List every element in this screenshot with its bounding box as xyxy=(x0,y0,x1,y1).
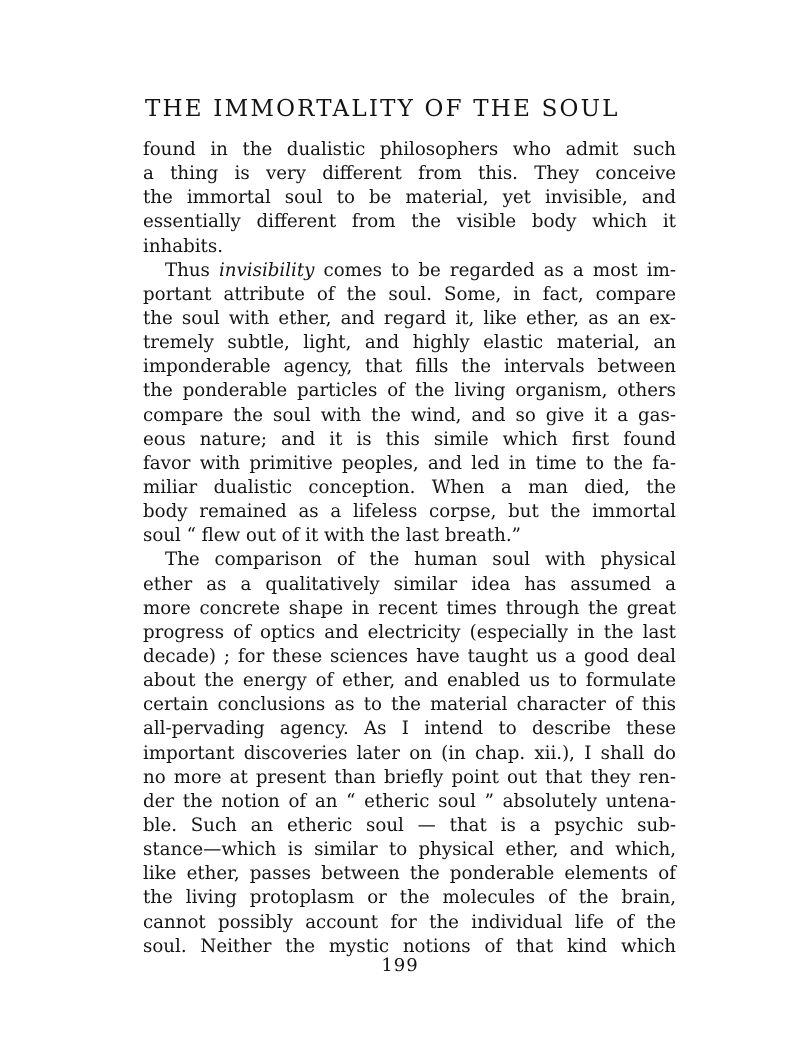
text-line: cannot possibly account for the individual life of the xyxy=(143,911,676,933)
text-line: portant attribute of the soul. Some, in fact, compare xyxy=(143,283,676,305)
text-line: body remained as a lifeless corpse, but the immortal xyxy=(143,501,676,523)
text-line: soul. Neither the mystic notions of that kind which xyxy=(143,935,676,957)
text-line: compare the soul with the wind, and so give it a gas- xyxy=(143,404,676,426)
emphasis: invisibility xyxy=(218,259,315,281)
text-line: The comparison of the human soul with physical xyxy=(165,549,676,571)
text-line: a thing is very different from this. They conceive xyxy=(143,163,676,185)
paragraph xyxy=(143,138,676,259)
text-line: imponderable agency, that fills the intervals between xyxy=(143,356,676,378)
text-line: about the energy of ether, and enabled us to formulate xyxy=(143,670,676,692)
text-line: der the notion of an “ etheric soul ” absolutely untena- xyxy=(143,790,676,812)
text-line: favor with primitive peoples, and led in time to the fa- xyxy=(143,452,676,474)
text-line: Thus invisibility comes to be regarded as a most im- xyxy=(165,259,676,281)
text-line: eous nature; and it is this simile which first found xyxy=(143,428,676,450)
text-line: no more at present than briefly point out that they ren- xyxy=(143,766,676,788)
text-line: ble. Such an etheric soul — that is a psychic sub- xyxy=(143,814,676,836)
text-line: soul “ flew out of it with the last breath.” xyxy=(143,525,521,547)
body-text xyxy=(143,138,676,959)
text-line: more concrete shape in recent times through the great xyxy=(143,597,676,619)
running-head: THE IMMORTALITY OF THE SOUL xyxy=(145,96,620,122)
text-line: the living protoplasm or the molecules of the brain, xyxy=(143,887,676,909)
text-line: the ponderable particles of the living organism, others xyxy=(143,380,676,402)
page-number: 199 xyxy=(381,955,419,976)
paragraph xyxy=(143,259,676,549)
text-line: essentially different from the visible body which it xyxy=(143,211,676,233)
text-line: all-pervading agency. As I intend to describe these xyxy=(143,718,676,740)
paragraph xyxy=(143,548,676,958)
text-line: decade) ; for these sciences have taught us a good deal xyxy=(143,645,676,667)
text-line: the soul with ether, and regard it, like ether, as an ex- xyxy=(143,307,676,329)
text-line: like ether, passes between the ponderable elements of xyxy=(143,863,676,885)
text-line: inhabits. xyxy=(143,235,223,257)
text-line: ether as a qualitatively similar idea has assumed a xyxy=(143,573,676,595)
text-line: important discoveries later on (in chap. xii.), I shall do xyxy=(143,742,676,764)
text-line: the immortal soul to be material, yet invisible, and xyxy=(143,187,676,209)
text-line: found in the dualistic philosophers who admit such xyxy=(143,139,676,160)
text-line: stance—which is similar to physical ether, and which, xyxy=(143,839,676,861)
text-line: certain conclusions as to the material character of this xyxy=(143,694,676,716)
text-line: miliar dualistic conception. When a man died, the xyxy=(143,476,676,498)
text-line: progress of optics and electricity (especially in the last xyxy=(143,621,676,643)
text-line: tremely subtle, light, and highly elastic material, an xyxy=(143,332,676,354)
